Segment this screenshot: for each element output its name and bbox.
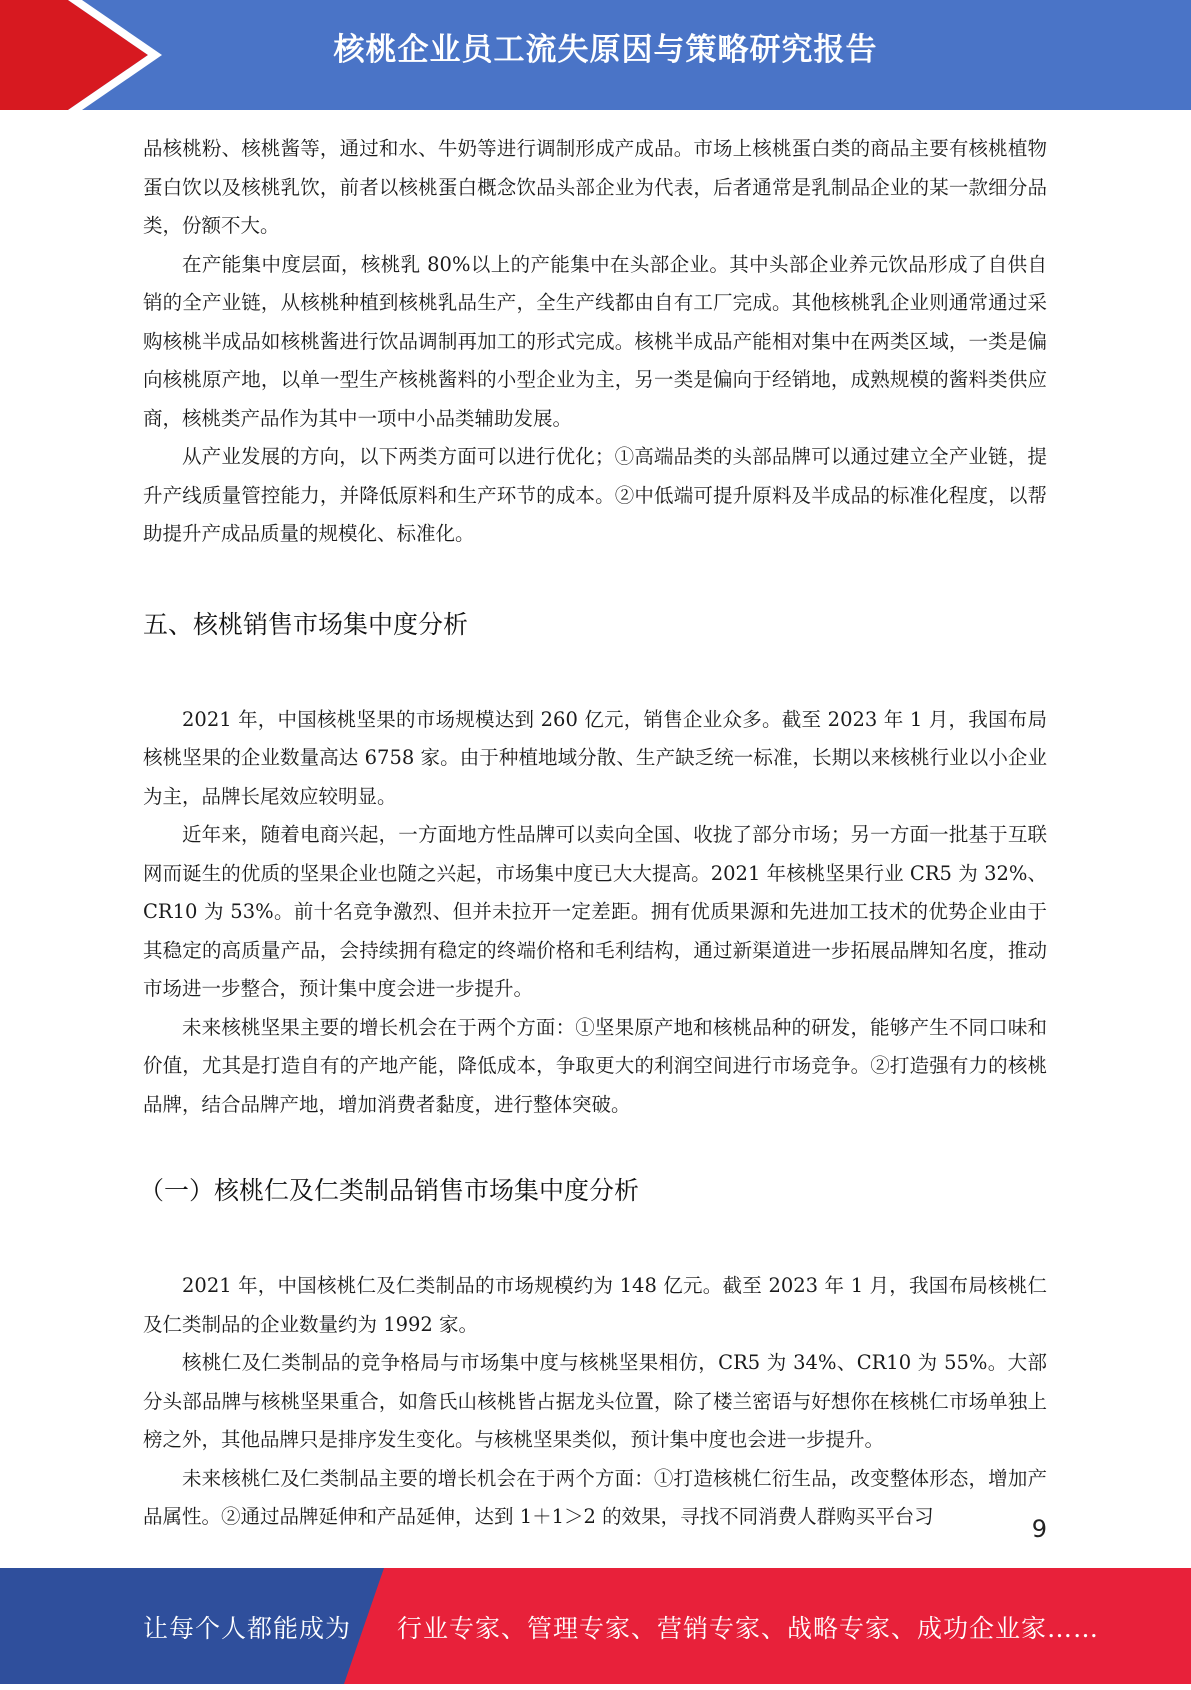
- paragraph: 在产能集中度层面，核桃乳 80%以上的产能集中在头部企业。其中头部企业养元饮品形成了自供自销的全产业链，从核桃种植到核桃乳品生产，全生产线都由自有工厂完成。其他核桃乳企业则通常通过采购核桃半成品如核桃酱进行饮品调制再加工的形式完成。核桃半成品产能相对集中在两类区域，一类是偏向核桃原产地，以单一型生产核桃酱料的小型企业为主，另一类是偏向于经销地，成熟规模的酱料类供应商，核桃类产品作为其中一项中小品类辅助发展。: [143, 252, 1047, 430]
- main-content: [139, 130, 1047, 1537]
- paragraph: 核桃仁及仁类制品的竞争格局与市场集中度与核桃坚果相仿，CR5 为 34%、CR10 为 55%。大部分头部品牌与核桃坚果重合，如詹氏山核桃皆占据龙头位置，除了楼兰密语与好想你在核桃仁市场单独上榜之外，其他品牌只是排序发生变化。与核桃坚果类似，预计集中度也会进一步提升。: [143, 1351, 1047, 1451]
- report-title: 核桃企业员工流失原因与策略研究报告: [333, 32, 878, 68]
- paragraph: 未来核桃仁及仁类制品主要的增长机会在于两个方面：①打造核桃仁衍生品，改变整体形态，增加产品属性。②通过品牌延伸和产品延伸，达到 1＋1＞2 的效果，寻找不同消费人群购买平台习: [143, 1466, 1047, 1528]
- paragraph: 近年来，随着电商兴起，一方面地方性品牌可以卖向全国、收拢了部分市场；另一方面一批基于互联网而诞生的优质的坚果企业也随之兴起，市场集中度已大大提高。2021 年核桃坚果行业 CR5 为 32%、CR10 为 53%。前十名竞争激烈、但并未拉开一定差距。拥有优质果源和先进加工技术的优势企业由于其稳定的高质量产品，会持续拥有稳定的终端价格和毛利结构，通过新渠道进一步拓展品牌知名度，推动市场进一步整合，预计集中度会进一步提升。: [143, 823, 1047, 1000]
- paragraph: 从产业发展的方向，以下两类方面可以进行优化；①高端品类的头部品牌可以通过建立全产业链，提升产线质量管控能力，并降低原料和生产环节的成本。②中低端可提升原料及半成品的标准化程度，以帮助提升产成品质量的规模化、标准化。: [143, 445, 1047, 545]
- footer-slogan-left: 让每个人都能成为: [143, 1614, 352, 1643]
- section-heading: 五、核桃销售市场集中度分析: [143, 609, 469, 639]
- paragraph: 品核桃粉、核桃酱等，通过和水、牛奶等进行调制形成产成品。市场上核桃蛋白类的商品主要有核桃植物蛋白饮以及核桃乳饮，前者以核桃蛋白概念饮品头部企业为代表，后者通常是乳制品企业的某一款细分品类，份额不大。: [143, 137, 1047, 237]
- header-banner: [0, 0, 1191, 110]
- paragraph: 2021 年，中国核桃仁及仁类制品的市场规模约为 148 亿元。截至 2023 年 1 月，我国布局核桃仁及仁类制品的企业数量约为 1992 家。: [143, 1274, 1047, 1336]
- subsection-heading: （一）核桃仁及仁类制品销售市场集中度分析: [139, 1176, 640, 1205]
- page-number: 9: [1031, 1515, 1047, 1543]
- footer-slogan-right: 行业专家、管理专家、营销专家、战略专家、成功企业家……: [397, 1614, 1100, 1643]
- footer-banner: [0, 1568, 1191, 1684]
- paragraph: 2021 年，中国核桃坚果的市场规模达到 260 亿元，销售企业众多。截至 2023 年 1 月，我国布局核桃坚果的企业数量高达 6758 家。由于种植地域分散、生产缺乏统一标准，长期以来核桃行业以小企业为主，品牌长尾效应较明显。: [143, 707, 1047, 808]
- paragraph: 未来核桃坚果主要的增长机会在于两个方面：①坚果原产地和核桃品种的研发，能够产生不同口味和价值，尤其是打造自有的产地产能，降低成本，争取更大的利润空间进行市场竞争。②打造强有力的核桃品牌，结合品牌产地，增加消费者黏度，进行整体突破。: [143, 1015, 1047, 1116]
